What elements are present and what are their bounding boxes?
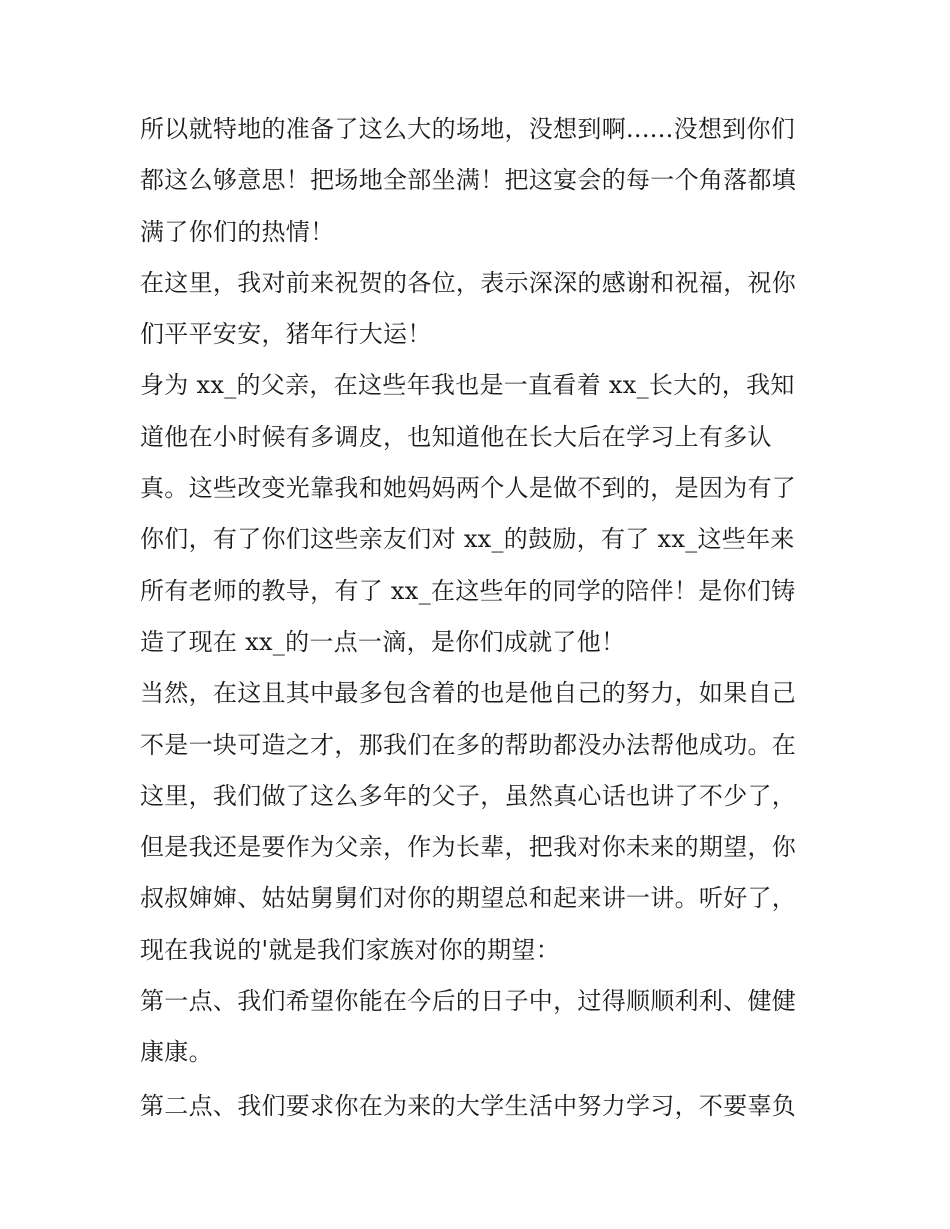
text-line: 第一点、我们希望你能在今后的日子中，过得顺顺利利、健健 bbox=[140, 987, 797, 1016]
text-line: 第二点、我们要求你在为来的大学生活中努力学习，不要辜负 bbox=[140, 1091, 797, 1120]
text-line: 不是一块可造之才，那我们在多的帮助都没办法帮他成功。在 bbox=[140, 730, 797, 759]
text-line: 造了现在 xx_的一点一滴，是你们成就了他！ bbox=[140, 627, 626, 656]
text-line: 这里，我们做了这么多年的父子，虽然真心话也讲了不少了， bbox=[140, 781, 797, 810]
text-line: 康康。 bbox=[140, 1038, 213, 1067]
text-line: 叔叔婶婶、姑姑舅舅们对你的期望总和起来讲一讲。听好了， bbox=[140, 884, 797, 913]
text-line: 你们，有了你们这些亲友们对 xx_的鼓励，有了 xx_这些年来 bbox=[140, 525, 795, 554]
text-line: 都这么够意思！把场地全部坐满！把这宴会的每一个角落都填 bbox=[140, 166, 797, 195]
speech-text-body bbox=[140, 104, 830, 1132]
text-line: 在这里，我对前来祝贺的各位，表示深深的感谢和祝福，祝你 bbox=[140, 268, 797, 297]
text-line: 所以就特地的准备了这么大的场地，没想到啊......没想到你们 bbox=[140, 115, 796, 143]
text-line: 真。这些改变光靠我和她妈妈两个人是做不到的，是因为有了 bbox=[140, 474, 797, 503]
text-line: 身为 xx_的父亲，在这些年我也是一直看着 xx_长大的，我知 bbox=[140, 371, 795, 400]
text-line: 当然，在这且其中最多包含着的也是他自己的努力，如果自己 bbox=[140, 679, 797, 708]
text-line: 们平平安安，猪年行大运！ bbox=[140, 320, 432, 349]
text-line: 满了你们的热情！ bbox=[140, 217, 335, 246]
text-line: 但是我还是要作为父亲，作为长辈，把我对你未来的期望，你 bbox=[140, 833, 797, 862]
text-line: 现在我说的'就是我们家族对你的期望： bbox=[140, 935, 560, 964]
text-line: 道他在小时候有多调皮，也知道他在长大后在学习上有多认 bbox=[140, 422, 772, 451]
text-line: 所有老师的教导，有了 xx_在这些年的同学的陪伴！是你们铸 bbox=[140, 576, 796, 605]
